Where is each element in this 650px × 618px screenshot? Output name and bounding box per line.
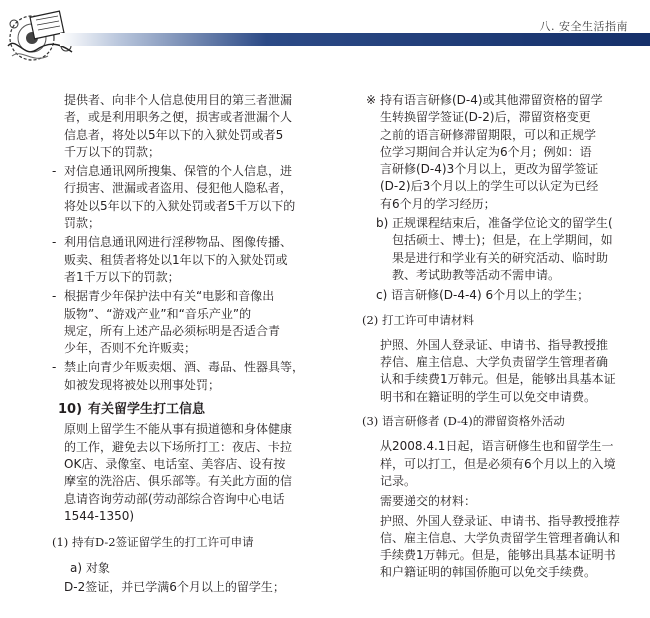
- note-block: [362, 92, 630, 213]
- item-b: [362, 215, 630, 284]
- text-line: 荐信、雇主信息、大学负责留学生管理者确: [380, 355, 609, 370]
- text-line: 样，可以打工，但是必须有6个月以上的入境: [380, 456, 616, 471]
- materials-body: [362, 513, 630, 582]
- text-line: 位学习期间合并认定为6个月；例如：语: [380, 144, 592, 159]
- text-line: 者，或是利用职务之便，损害或者泄漏个人: [64, 110, 293, 125]
- materials-label: 需要递交的材料：: [380, 494, 477, 509]
- text-line: 版物”、“游戏产业”和“音乐产业”的: [64, 306, 252, 321]
- intro-paragraph: [52, 92, 342, 161]
- text-line: 息请咨询劳动部(劳动部综合咨询中心电话: [64, 491, 285, 506]
- section-number: 10): [58, 402, 83, 418]
- item-c: c) 语言研修(D-4-4) 6个月以上的学生；: [376, 288, 590, 303]
- section-body: [52, 421, 342, 525]
- text-line: 少年，否则不允许贩卖；: [64, 341, 197, 356]
- text-line: 提供者、向非个人信息使用目的第三者泄漏: [64, 93, 293, 107]
- text-line: 护照、外国人登录证、申请书、指导教授推荐: [380, 513, 621, 528]
- subsection-body: [362, 337, 630, 406]
- text-line: 言研修(D-4)3个月以上，更改为留学签证: [380, 162, 599, 177]
- section-title: 八. 安全生活指南: [539, 20, 628, 33]
- text-line: 护照、外国人登录证、申请书、指导教授推: [380, 337, 609, 352]
- subsection-heading: (1) 持有D-2签证留学生的打工许可申请: [52, 535, 254, 550]
- right-column: [362, 92, 630, 582]
- text-line: 生转换留学签证(D-2)后，滞留资格变更: [380, 110, 591, 125]
- text-line: 原则上留学生不能从事有损道德和身体健康: [64, 422, 293, 437]
- text-line: 果是进行和学业有关的研究活动、临时助: [392, 250, 609, 265]
- text-line: - 根据青少年保护法中有关“电影和音像出: [64, 289, 275, 304]
- text-line: (D-2)后3个月以上的学生可以认定为已经: [380, 179, 599, 194]
- text-line: 教、考试助教等活动不需申请。: [392, 267, 561, 282]
- text-line: 手续费1万韩元。但是，能够出具基本证明书: [380, 548, 616, 563]
- text-line: 信息者，将处以5年以下的入狱处罚或者5: [64, 127, 284, 142]
- bullet-item: [50, 288, 342, 357]
- text-line: 持有语言研修(D-4)或其他滞留资格的留学: [380, 93, 603, 107]
- text-line: 1544-1350): [64, 508, 135, 523]
- text-line: 规定，所有上述产品必须标明是否适合青: [64, 323, 281, 338]
- section-title-text: 有关留学生打工信息: [88, 402, 206, 418]
- text-line: - 对信息通讯网所搜集、保管的个人信息，进: [64, 164, 293, 179]
- subsection-heading: (3) 语言研修者 (D-4)的滞留资格外活动: [362, 414, 565, 429]
- text-line: 将处以5年以下的入狱处罚或者5千万以下的: [64, 198, 296, 213]
- object-text: D-2签证，并已学满6个月以上的留学生；: [64, 579, 285, 594]
- text-line: - 利用信息通讯网进行淫秽物品、图像传播、: [64, 235, 293, 250]
- text-line: 有6个月的学习经历；: [380, 196, 496, 211]
- note-mark: ※: [366, 93, 377, 107]
- subsection-body: [362, 438, 630, 490]
- bullet-item: [50, 359, 342, 394]
- bullet-item: [50, 163, 342, 232]
- text-line: 记录。: [380, 473, 417, 488]
- text-line: 包括硕士、博士)；但是，在上学期间，如: [392, 233, 613, 248]
- text-line: 从2008.4.1日起，语言研修生也和留学生一: [380, 439, 614, 454]
- text-line: 行损害、泄漏或者盗用、侵犯他人隐私者，: [64, 181, 293, 196]
- text-line: 贩卖、租赁者将处以1年以下的入狱处罚或: [64, 252, 288, 267]
- text-line: - 禁止向青少年贩卖烟、酒、毒品、性器具等，: [64, 360, 305, 375]
- left-column: [52, 92, 342, 596]
- text-line: 千万以下的罚款；: [64, 144, 161, 159]
- object-label: a) 对象: [70, 561, 110, 576]
- text-line: 之前的语言研修滞留期限，可以和正规学: [380, 127, 597, 142]
- bullet-item: [50, 234, 342, 286]
- header-bar: [60, 33, 650, 46]
- text-line: 如被发现将被处以刑事处罚；: [64, 377, 221, 392]
- text-line: 认和手续费1万韩元。但是，能够出具基本证: [380, 372, 616, 387]
- text-line: 正规课程结束后，准备学位论文的留学生(: [392, 216, 613, 231]
- text-line: 信、雇主信息、大学负责留学生管理者确认和: [380, 530, 621, 545]
- item-letter: b): [376, 216, 389, 231]
- text-line: 罚款；: [64, 216, 101, 231]
- text-line: OK店、录像室、电话室、美容店、设有按: [64, 456, 286, 471]
- text-line: 的工作，避免去以下场所打工：夜店、卡拉: [64, 439, 293, 454]
- text-line: 者1千万以下的罚款；: [64, 269, 180, 284]
- text-line: 明书和在籍证明的学生可以免交申请费。: [380, 389, 597, 404]
- text-line: 和户籍证明的韩国侨胞可以免交手续费。: [380, 565, 597, 580]
- subsection-heading: (2) 打工许可申请材料: [362, 312, 474, 327]
- section-heading: [52, 401, 342, 418]
- text-line: 摩室的洗浴店、俱乐部等。有关此方面的信: [64, 474, 293, 489]
